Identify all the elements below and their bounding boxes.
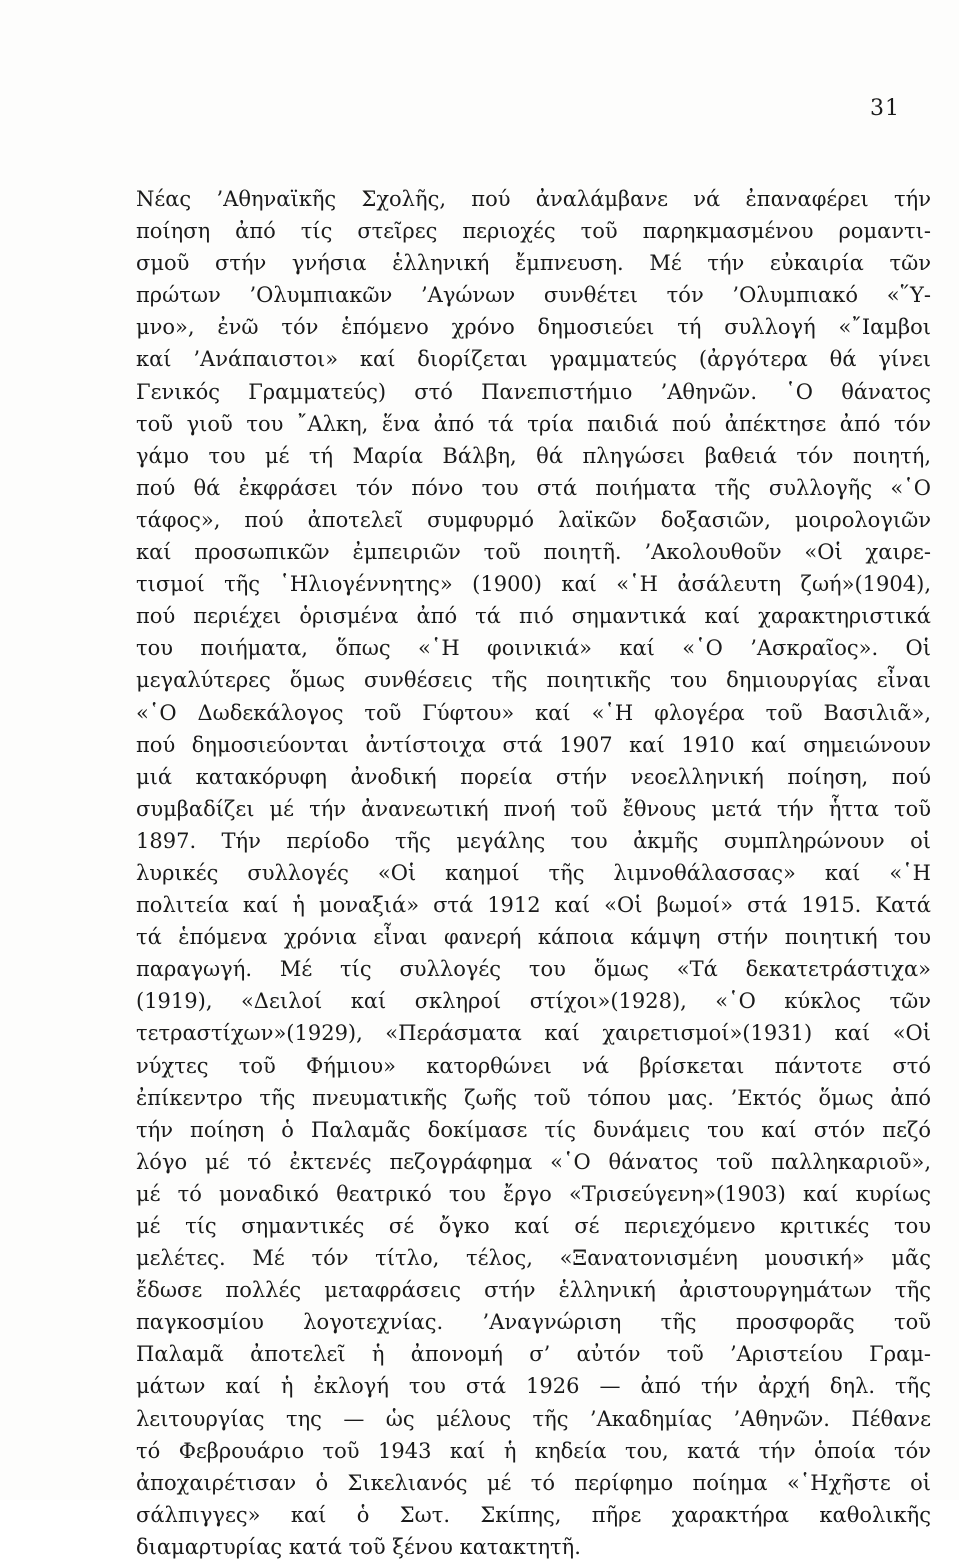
text-line: 1897. Τήν περίοδο τῆς μεγάλης του ἀκμῆς συμπληρώνουν οἱ: [136, 828, 931, 853]
text-line: μνο», ἐνῶ τόν ἑπόμενο χρόνο δημοσιεύει τή συλλογή «῎Ιαμβοι: [136, 315, 931, 340]
text-line: τοῦ γιοῦ του ῎Αλκη, ἕνα ἀπό τά τρία παιδιά πού ἀπέκτησε ἀπό τόν: [136, 411, 931, 436]
text-line: ἐπίκεντρο τῆς πνευματικῆς ζωῆς τοῦ τόπου μας. ’Εκτός ὅμως ἀπό: [136, 1085, 931, 1110]
body-text: [136, 183, 936, 1563]
text-line: σάλπιγγες» καί ὁ Σωτ. Σκίπης, πῆρε χαρακτήρα καθολικῆς: [136, 1502, 931, 1527]
text-line: τήν ποίηση ὁ Παλαμᾶς δοκίμασε τίς δυνάμεις του καί στόν πεζό: [136, 1117, 931, 1142]
text-line: τισμοί τῆς ῾Ηλιογέννητης» (1900) καί «῾Η ἀσάλευτη ζωή»(1904),: [136, 572, 931, 597]
text-line: λειτουργίας της — ὡς μέλους τῆς ’Ακαδημίας ’Αθηνῶν. Πέθανε: [136, 1406, 931, 1431]
text-line: παγκοσμίου λογοτεχνίας. ’Αναγνώριση τῆς προσφορᾶς τοῦ: [136, 1310, 931, 1335]
text-line: πολιτεία καί ἡ μοναξιά» στά 1912 καί «Οἱ βωμοί» στά 1915. Κατά: [136, 893, 931, 918]
text-line: καί προσωπικῶν ἐμπειριῶν τοῦ ποιητῆ. ’Ακολουθοῦν «Οἱ χαιρε-: [136, 540, 931, 565]
text-line: μάτων καί ἡ ἐκλογή του στά 1926 — ἀπό τήν ἀρχή δηλ. τῆς: [136, 1374, 931, 1399]
text-line: ἀποχαιρέτισαν ὁ Σικελιανός μέ τό περίφημο ποίημα «῾Ηχῆστε οἱ: [136, 1470, 931, 1495]
text-line: σμοῦ στήν γνήσια ἑλληνική ἔμπνευση. Μέ τήν εὐκαιρία τῶν: [136, 251, 931, 276]
text-line: πού δημοσιεύονται ἀντίστοιχα στά 1907 καί 1910 καί σημειώνουν: [136, 732, 931, 757]
text-line: λόγο μέ τό ἐκτενές πεζογράφημα «῾Ο θάνατος τοῦ παλληκαριοῦ»,: [136, 1149, 931, 1174]
text-line: μέ τό μοναδικό θεατρικό του ἔργο «Τρισεύγενη»(1903) καί κυρίως: [136, 1181, 931, 1206]
text-line: πού περιέχει ὁρισμένα ἀπό τά πιό σημαντικά καί χαρακτηριστικά: [136, 604, 931, 629]
text-line: (1919), «Δειλοί καί σκληροί στίχοι»(1928), «῾Ο κύκλος τῶν: [136, 989, 931, 1014]
text-line: τό Φεβρουάριο τοῦ 1943 καί ἡ κηδεία του, κατά τήν ὁποία τόν: [136, 1438, 931, 1463]
text-line: μέ τίς σημαντικές σέ ὄγκο καί σέ περιεχόμενο κριτικές του: [136, 1214, 931, 1238]
text-line: συμβαδίζει μέ τήν ἀνανεωτική πνοή τοῦ ἔθνους μετά τήν ἧττα τοῦ: [136, 796, 931, 821]
text-line: τά ἑπόμενα χρόνια εἶναι φανερή κάποια κάμψη στήν ποιητική του: [136, 925, 931, 950]
text-line: του ποιήματα, ὅπως «῾Η φοινικιά» καί «῾Ο ’Ασκραῖος». Οἱ: [136, 636, 931, 661]
text-line: μελέτες. Μέ τόν τίτλο, τέλος, «Ξανατονισμένη μουσική» μᾶς: [136, 1246, 931, 1271]
page-number: 31: [870, 96, 900, 121]
text-line: γάμο του μέ τή Μαρία Βάλβη, θά πληγώσει βαθειά τόν ποιητή,: [136, 443, 931, 468]
text-line: τάφος», πού ἀποτελεῖ συμφυρμό λαϊκῶν δοξασιῶν, μοιρολογιῶν: [136, 507, 931, 532]
text-line: πού θά ἐκφράσει τόν πόνο του στά ποιήματα τῆς συλλογῆς «῾Ο: [136, 475, 931, 500]
text-line: Γενικός Γραμματεύς) στό Πανεπιστήμιο ’Αθηνῶν. ῾Ο θάνατος: [136, 379, 931, 404]
text-line: καί ’Ανάπαιστοι» καί διορίζεται γραμματεύς (ἀργότερα θά γίνει: [136, 347, 931, 372]
text-line: μεγαλύτερες ὅμως συνθέσεις τῆς ποιητικῆς του δημιουργίας εἶναι: [136, 668, 931, 693]
text-line: μιά κατακόρυφη ἀνοδική πορεία στήν νεοελληνική ποίηση, πού: [136, 764, 931, 789]
text-line: Νέας ’Αθηναϊκῆς Σχολῆς, πού ἀναλάμβανε νά ἐπαναφέρει τήν: [136, 187, 931, 211]
text-line: λυρικές συλλογές «Οἱ καημοί τῆς λιμνοθάλασσας» καί «῾Η: [136, 860, 931, 885]
text-line: ἔδωσε πολλές μεταφράσεις στήν ἑλληνική ἀριστουργημάτων τῆς: [136, 1278, 931, 1303]
text-line: πρώτων ’Ολυμπιακῶν ’Αγώνων συνθέτει τόν ’Ολυμπιακό «῞Υ-: [136, 283, 931, 308]
text-line: παραγωγή. Μέ τίς συλλογές του ὅμως «Τά δεκατετράστιχα»: [136, 957, 931, 982]
text-line: τετραστίχων»(1929), «Περάσματα καί χαιρετισμοί»(1931) καί «Οἱ: [136, 1021, 931, 1046]
text-line: διαμαρτυρίας κατά τοῦ ξένου κατακτητῆ.: [136, 1534, 581, 1559]
text-line: «῾Ο Δωδεκάλογος τοῦ Γύφτου» καί «῾Η φλογέρα τοῦ Βασιλιᾶ»,: [136, 700, 931, 725]
text-line: Παλαμᾶ ἀποτελεῖ ἡ ἀπονομή σ’ αὐτόν τοῦ ’Αριστείου Γραμ-: [136, 1342, 931, 1367]
text-line: νύχτες τοῦ Φήμιου» κατορθώνει νά βρίσκεται πάντοτε στό: [136, 1053, 931, 1078]
text-line: ποίηση ἀπό τίς στεῖρες περιοχές τοῦ παρηκμασμένου ρομαντι-: [136, 219, 931, 244]
